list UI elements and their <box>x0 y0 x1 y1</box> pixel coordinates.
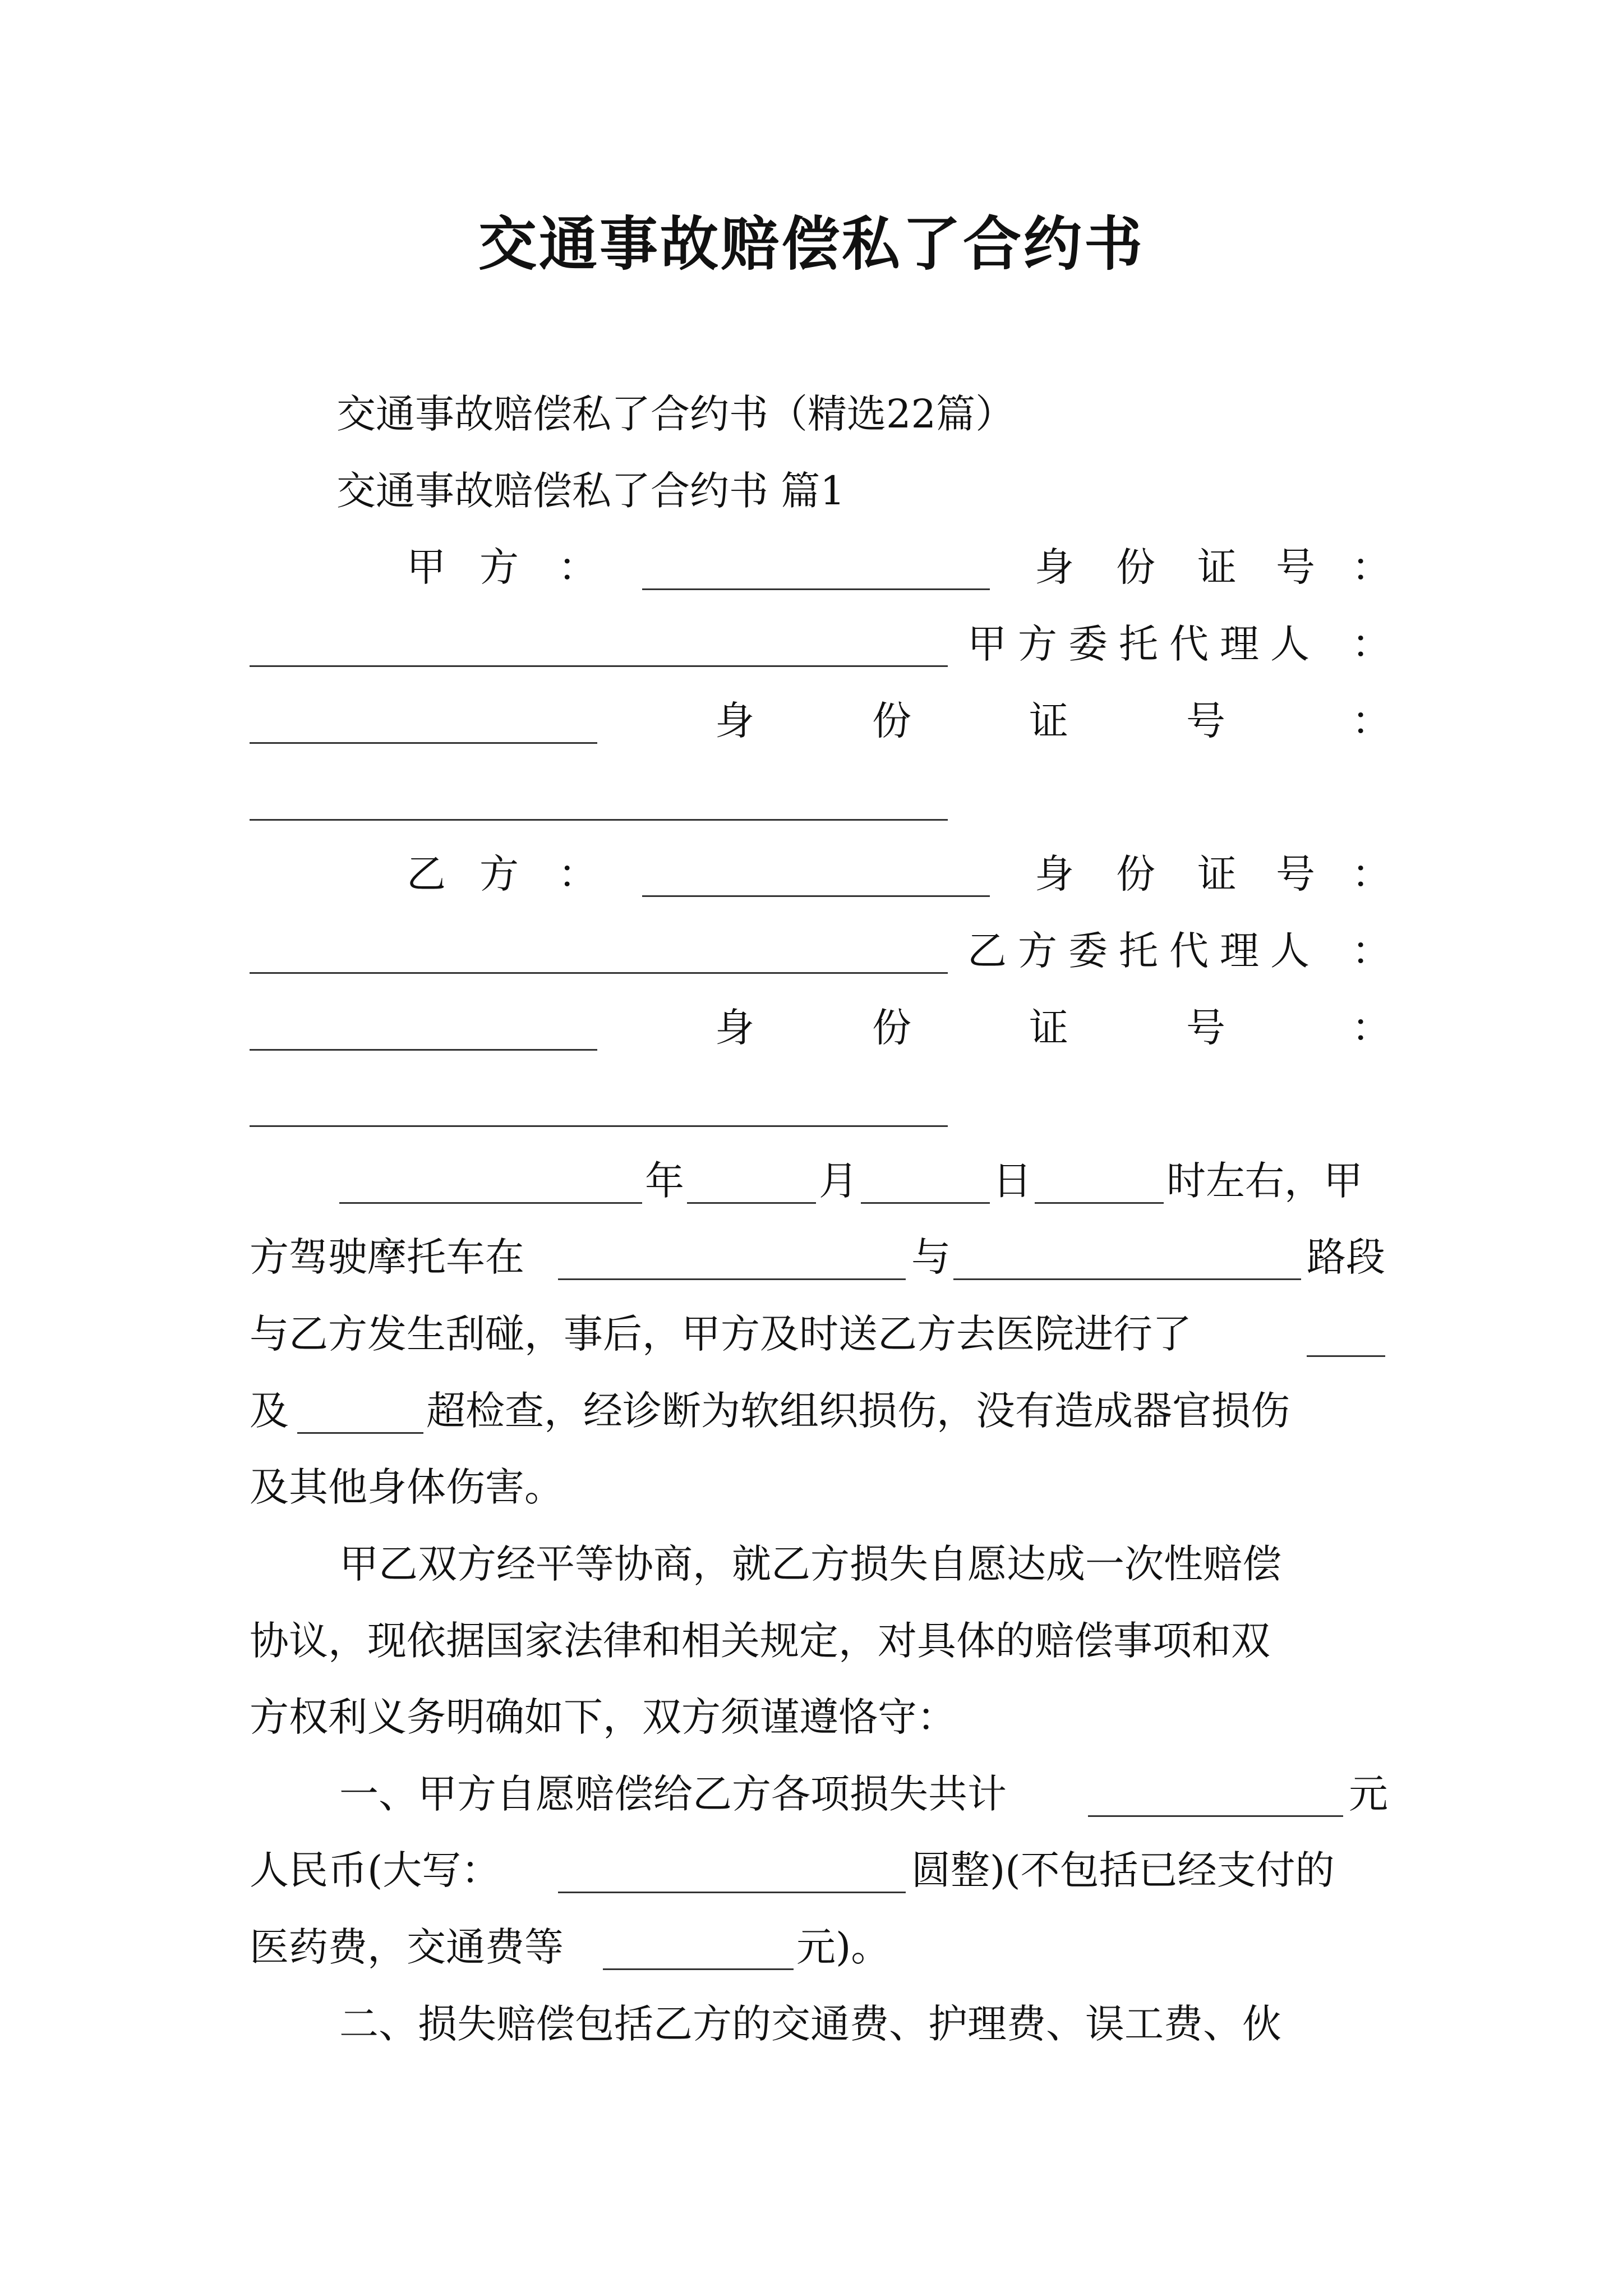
party-a-agent-char: ： <box>1352 621 1391 667</box>
para1-line1 <box>250 1143 1385 1219</box>
party-b-agent-name-blank[interactable] <box>250 1004 597 1051</box>
party-b-id-char: 证 <box>1197 851 1237 897</box>
party-b-agent-char: 委 <box>1068 928 1108 974</box>
party-a-agent-id-char: 身 <box>715 698 754 744</box>
party-a-char: 甲 <box>407 544 446 590</box>
party-a-agent-char: 托 <box>1119 621 1158 667</box>
party-b-char: 乙 <box>407 851 446 897</box>
paid-amount-blank[interactable] <box>603 1924 794 1970</box>
party-b-row <box>250 836 1391 912</box>
hour-blank[interactable] <box>1035 1157 1164 1204</box>
document-title: 交通事故赔偿私了合约书 <box>478 209 1145 278</box>
party-b-char: ： <box>558 851 597 897</box>
party-b-agent-char: 代 <box>1169 928 1209 974</box>
party-b-id-char: ： <box>1352 851 1391 897</box>
party-a-agent-char: 代 <box>1169 621 1209 667</box>
party-a-agent-char: 理 <box>1220 621 1259 667</box>
party-a-id-char: ： <box>1352 544 1391 590</box>
party-b-id-char: 号 <box>1276 851 1315 897</box>
party-a-agent-id-char: 证 <box>1029 698 1068 744</box>
party-a-agent-char: 甲 <box>967 621 1007 667</box>
party-b-agent-char: 理 <box>1220 928 1259 974</box>
party-a-agent-row <box>250 606 1391 682</box>
para3-text: 一、甲方自愿赔偿给乙方各项损失共计 <box>339 1771 1007 1817</box>
party-a-id-char: 证 <box>1197 544 1237 590</box>
para1-text: 与 <box>911 1234 951 1280</box>
party-b-agent-char: 方 <box>1018 928 1057 974</box>
para4-line1: 二、损失赔偿包括乙方的交通费、护理费、误工费、伙 <box>339 2001 1281 2047</box>
party-b-agent-id-char: ： <box>1352 1005 1391 1051</box>
party-a-char: 方 <box>479 544 519 590</box>
para1-text: 方驾驶摩托车在 <box>250 1234 524 1280</box>
para3-text: 人民币(大写： <box>250 1847 501 1893</box>
party-b-agent-char: 托 <box>1119 928 1158 974</box>
amount-blank[interactable] <box>1088 1770 1343 1817</box>
party-b-agent-id-char: 身 <box>715 1005 754 1051</box>
amount-uppercase-blank[interactable] <box>558 1847 906 1893</box>
party-b-agent-id-blank[interactable] <box>250 1080 948 1127</box>
party-b-name-blank[interactable] <box>642 850 990 897</box>
party-a-name-blank[interactable] <box>642 544 990 590</box>
para1-line2 <box>250 1219 1385 1295</box>
para1-text: 路段 <box>1307 1234 1385 1280</box>
party-b-agent-row <box>250 913 1391 989</box>
para1-text: 超检查，经诊断为软组织损伤，没有造成器官损伤 <box>426 1388 1290 1434</box>
day-label: 日 <box>993 1158 1032 1204</box>
para1-text: 及 <box>250 1388 289 1434</box>
party-b-id-blank[interactable] <box>250 927 948 974</box>
location-blank-1[interactable] <box>558 1234 906 1280</box>
para3-text: 元 <box>1349 1771 1388 1817</box>
para2-line2: 协议，现依据国家法律和相关规定，对具体的赔偿事项和双 <box>250 1618 1270 1664</box>
year-blank[interactable] <box>339 1157 642 1204</box>
year-label: 年 <box>645 1158 684 1204</box>
party-a-id-char: 身 <box>1035 544 1074 590</box>
time-text: 时左右，甲 <box>1166 1158 1363 1204</box>
para2-line1: 甲乙双方经平等协商，就乙方损失自愿达成一次性赔偿 <box>339 1541 1281 1587</box>
party-a-agent-id-blank-row <box>250 760 1385 836</box>
para3-text: 圆整)(不包括已经支付的 <box>911 1847 1335 1893</box>
party-b-agent-id-char: 份 <box>872 1005 911 1051</box>
party-a-agent-id-char: ： <box>1352 698 1391 744</box>
party-b-agent-char: ： <box>1352 928 1391 974</box>
party-a-row <box>250 529 1391 605</box>
chapter-heading: 交通事故赔偿私了合约书 篇1 <box>336 468 845 514</box>
party-a-agent-name-blank[interactable] <box>250 697 597 744</box>
party-b-id-char: 份 <box>1116 851 1155 897</box>
exam-blank-2[interactable] <box>297 1387 423 1434</box>
para3-text: 医药费，交通费等 <box>250 1924 564 1970</box>
location-blank-2[interactable] <box>953 1234 1301 1280</box>
para3-line3 <box>250 1909 1385 1985</box>
para1-text: 与乙方发生刮碰，事后，甲方及时送乙方去医院进行了 <box>250 1311 1192 1357</box>
day-blank[interactable] <box>861 1157 990 1204</box>
party-a-char: ： <box>558 544 597 590</box>
party-a-agent-id-char: 号 <box>1186 698 1225 744</box>
party-b-agent-id-blank-row <box>250 1066 1385 1142</box>
party-a-agent-char: 人 <box>1270 621 1310 667</box>
party-b-agent-id-char: 证 <box>1029 1005 1068 1051</box>
exam-blank-1[interactable] <box>1307 1310 1385 1357</box>
para1-line3 <box>250 1296 1385 1372</box>
para1-line5: 及其他身体伤害。 <box>250 1464 564 1510</box>
party-b-char: 方 <box>479 851 519 897</box>
party-b-agent-char: 乙 <box>967 928 1007 974</box>
para3-line2 <box>250 1832 1385 1908</box>
party-a-agent-char: 方 <box>1018 621 1057 667</box>
party-b-id-char: 身 <box>1035 851 1074 897</box>
party-a-agent-id-row <box>250 683 1391 759</box>
party-b-agent-id-char: 号 <box>1186 1005 1225 1051</box>
party-b-agent-char: 人 <box>1270 928 1310 974</box>
party-b-agent-id-row <box>250 990 1391 1066</box>
para1-line4 <box>250 1373 1385 1449</box>
party-a-id-char: 号 <box>1276 544 1315 590</box>
month-blank[interactable] <box>687 1157 816 1204</box>
party-a-agent-id-char: 份 <box>872 698 911 744</box>
party-a-id-blank[interactable] <box>250 620 948 667</box>
subtitle: 交通事故赔偿私了合约书（精选22篇） <box>336 391 1015 437</box>
para3-text: 元)。 <box>796 1924 891 1970</box>
para2-line3: 方权利义务明确如下，双方须谨遵恪守： <box>250 1694 956 1740</box>
para3-line1 <box>250 1756 1388 1832</box>
month-label: 月 <box>819 1158 858 1204</box>
party-a-agent-id-blank[interactable] <box>250 774 948 821</box>
party-a-id-char: 份 <box>1116 544 1155 590</box>
party-a-agent-char: 委 <box>1068 621 1108 667</box>
